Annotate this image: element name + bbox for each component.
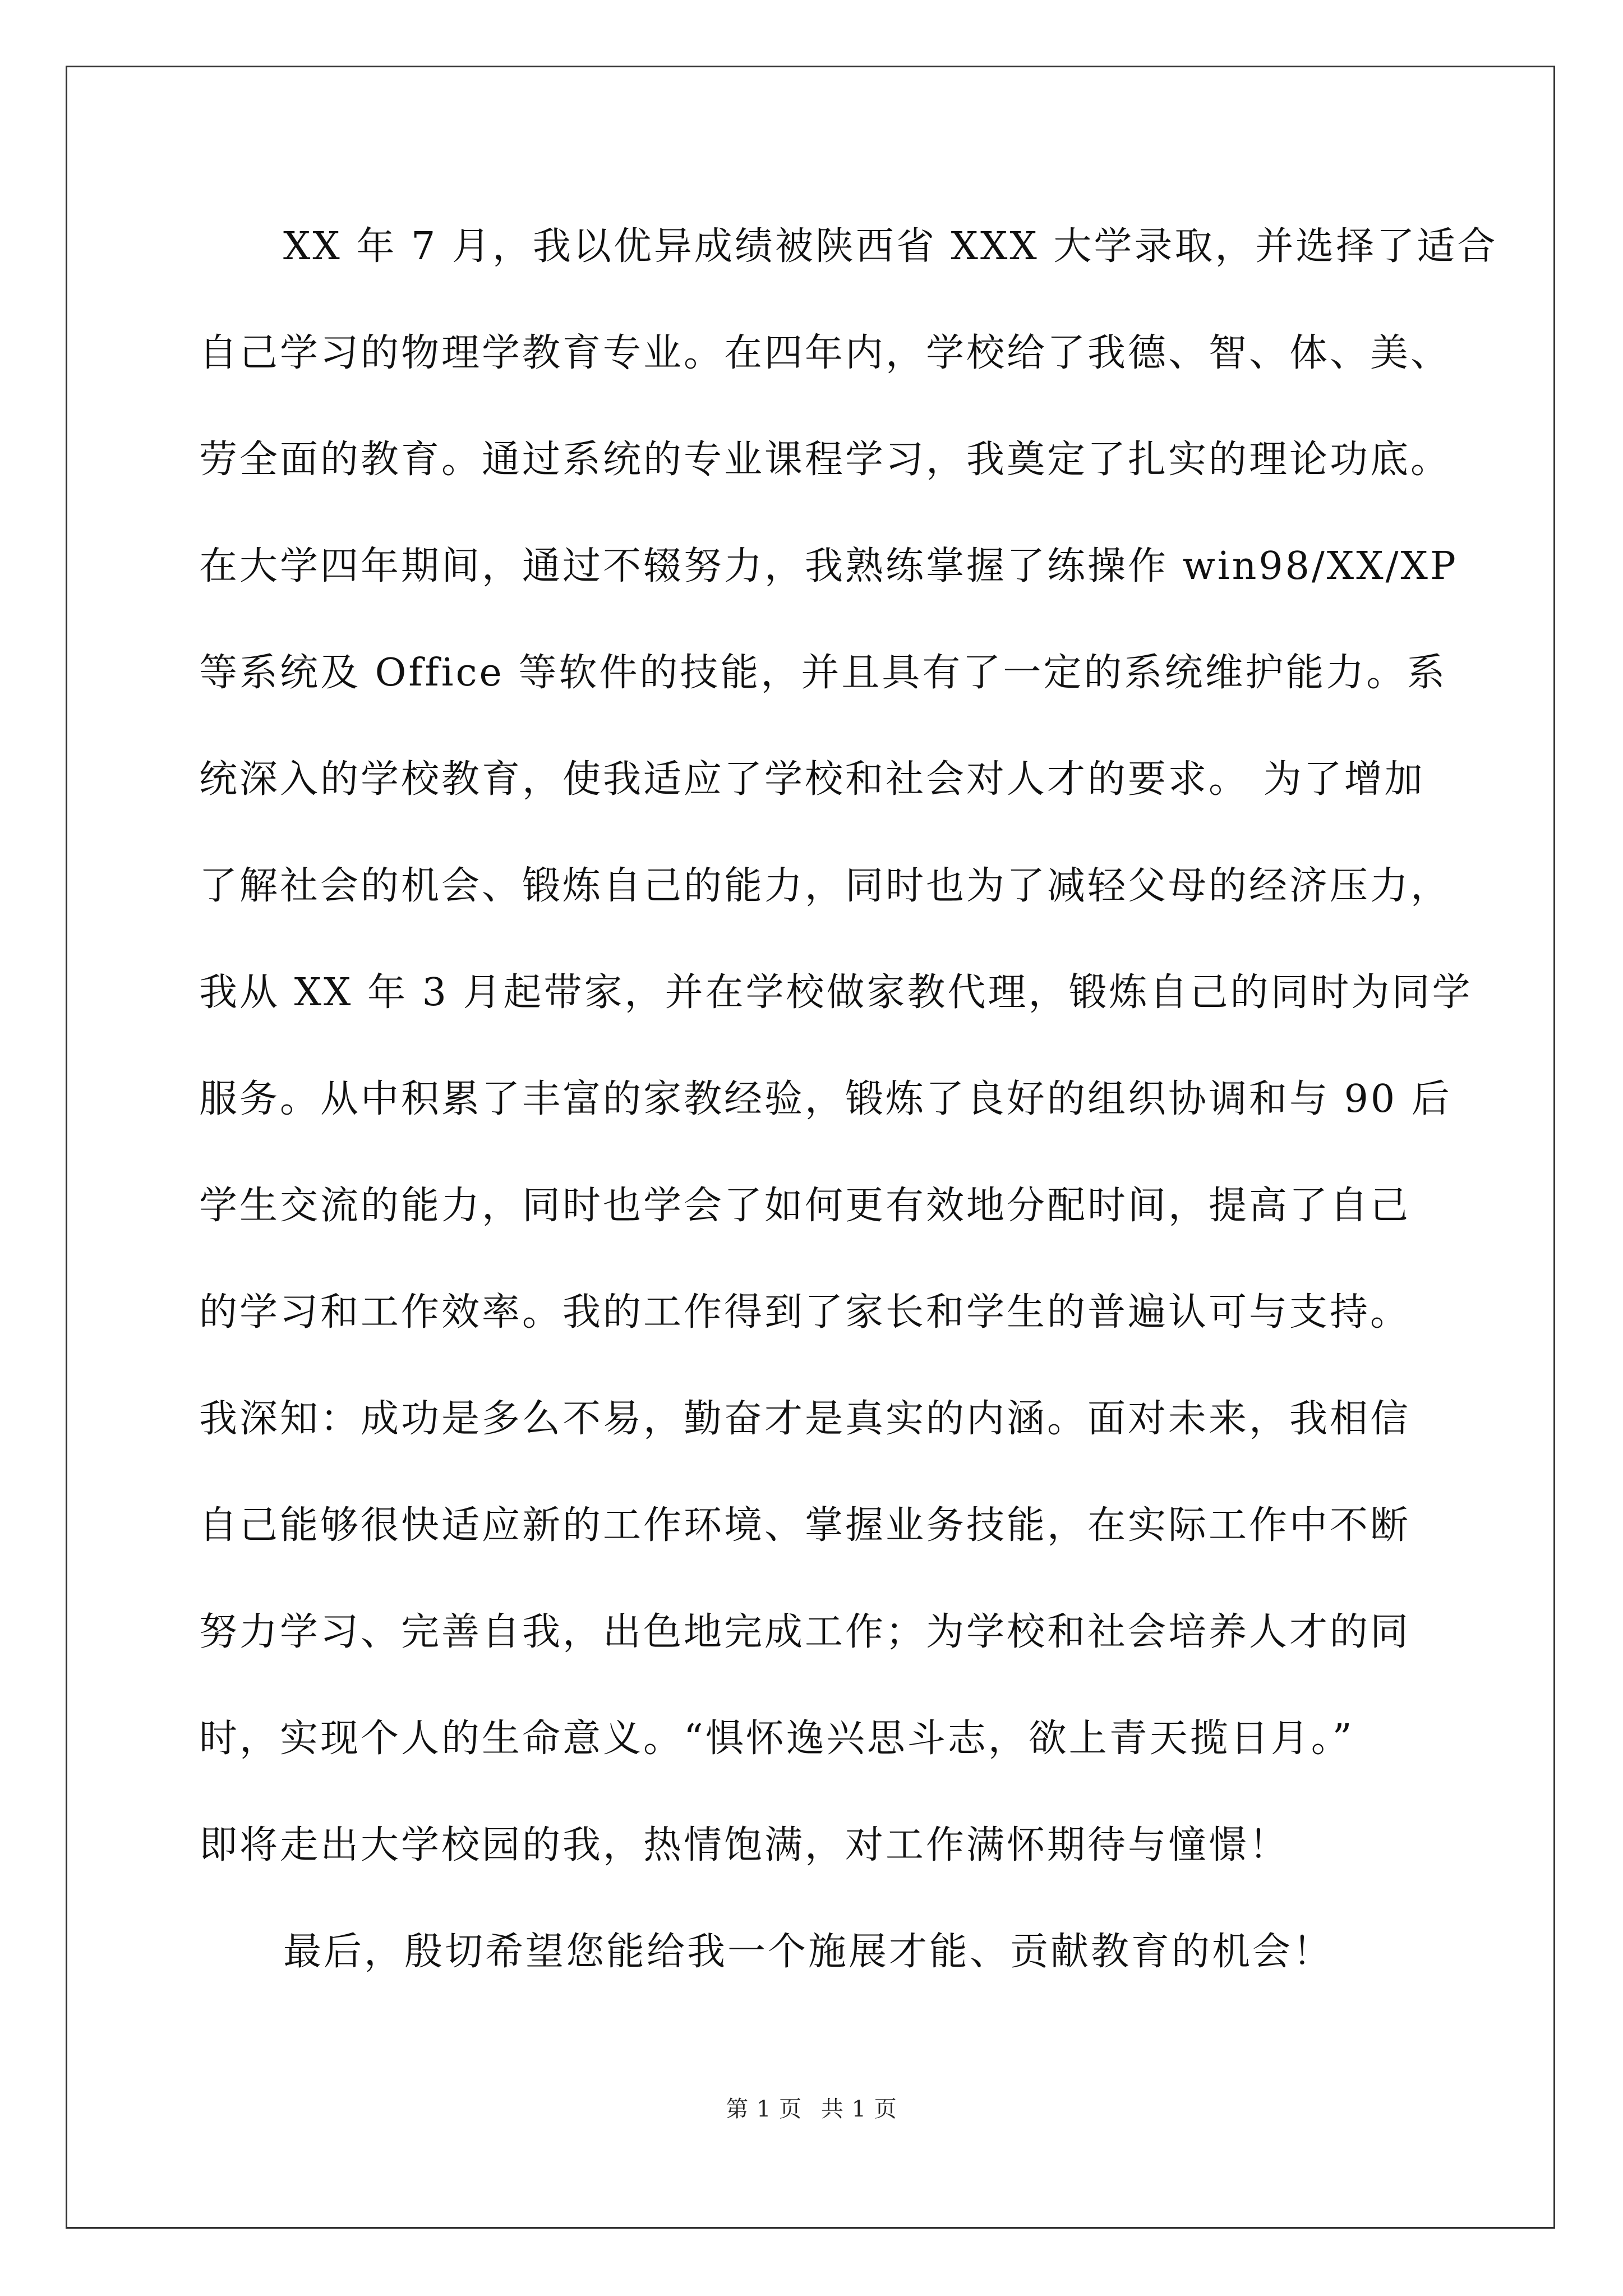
page-footer — [0, 2091, 1623, 2123]
paragraph-line: 即将走出大学校园的我，热情饱满，对工作满怀期待与憧憬！ — [199, 1823, 1290, 1867]
paragraph-line: 在大学四年期间，通过不辍努力，我熟练掌握了练操作 win98/XX/XP — [199, 544, 1458, 588]
paragraph-line: 劳全面的教育。通过系统的专业课程学习，我奠定了扎实的理论功底。 — [199, 438, 1451, 482]
page-total: 共 1 页 — [820, 2096, 897, 2122]
paragraph-line: 服务。从中积累了丰富的家教经验，锻炼了良好的组织协调和与 90 后 — [199, 1077, 1452, 1121]
paragraph-line: 我深知：成功是多么不易，勤奋才是真实的内涵。面对未来，我相信 — [199, 1397, 1411, 1441]
paragraph-line: 等系统及 Office 等软件的技能，并且具有了一定的系统维护能力。系 — [199, 651, 1447, 695]
closing-line: 最后，殷切希望您能给我一个施展才能、贡献教育的机会！ — [283, 1930, 1334, 1974]
paragraph-line: XX 年 7 月，我以优异成绩被陕西省 XXX 大学录取，并选择了适合 — [283, 224, 1498, 269]
paragraph-line: 自己学习的物理学教育专业。在四年内，学校给了我德、智、体、美、 — [199, 331, 1451, 375]
document-body — [199, 216, 1498, 2028]
paragraph-line: 努力学习、完善自我，出色地完成工作；为学校和社会培养人才的同 — [199, 1610, 1411, 1654]
paragraph-line: 自己能够很快适应新的工作环境、掌握业务技能，在实际工作中不断 — [199, 1503, 1411, 1548]
page-number: 第 1 页 — [726, 2096, 803, 2122]
paragraph-line: 了解社会的机会、锻炼自己的能力，同时也为了减轻父母的经济压力， — [199, 864, 1451, 908]
paragraph-line: 的学习和工作效率。我的工作得到了家长和学生的普遍认可与支持。 — [199, 1290, 1411, 1335]
paragraph-line: 统深入的学校教育，使我适应了学校和社会对人才的要求。 为了增加 — [199, 757, 1425, 802]
paragraph-line: 我从 XX 年 3 月起带家，并在学校做家教代理，锻炼自己的同时为同学 — [199, 970, 1473, 1015]
paragraph-line: 学生交流的能力，同时也学会了如何更有效地分配时间，提高了自己 — [199, 1184, 1411, 1228]
paragraph-line: 时，实现个人的生命意义。“惧怀逸兴思斗志，欲上青天揽日月。” — [199, 1717, 1354, 1761]
